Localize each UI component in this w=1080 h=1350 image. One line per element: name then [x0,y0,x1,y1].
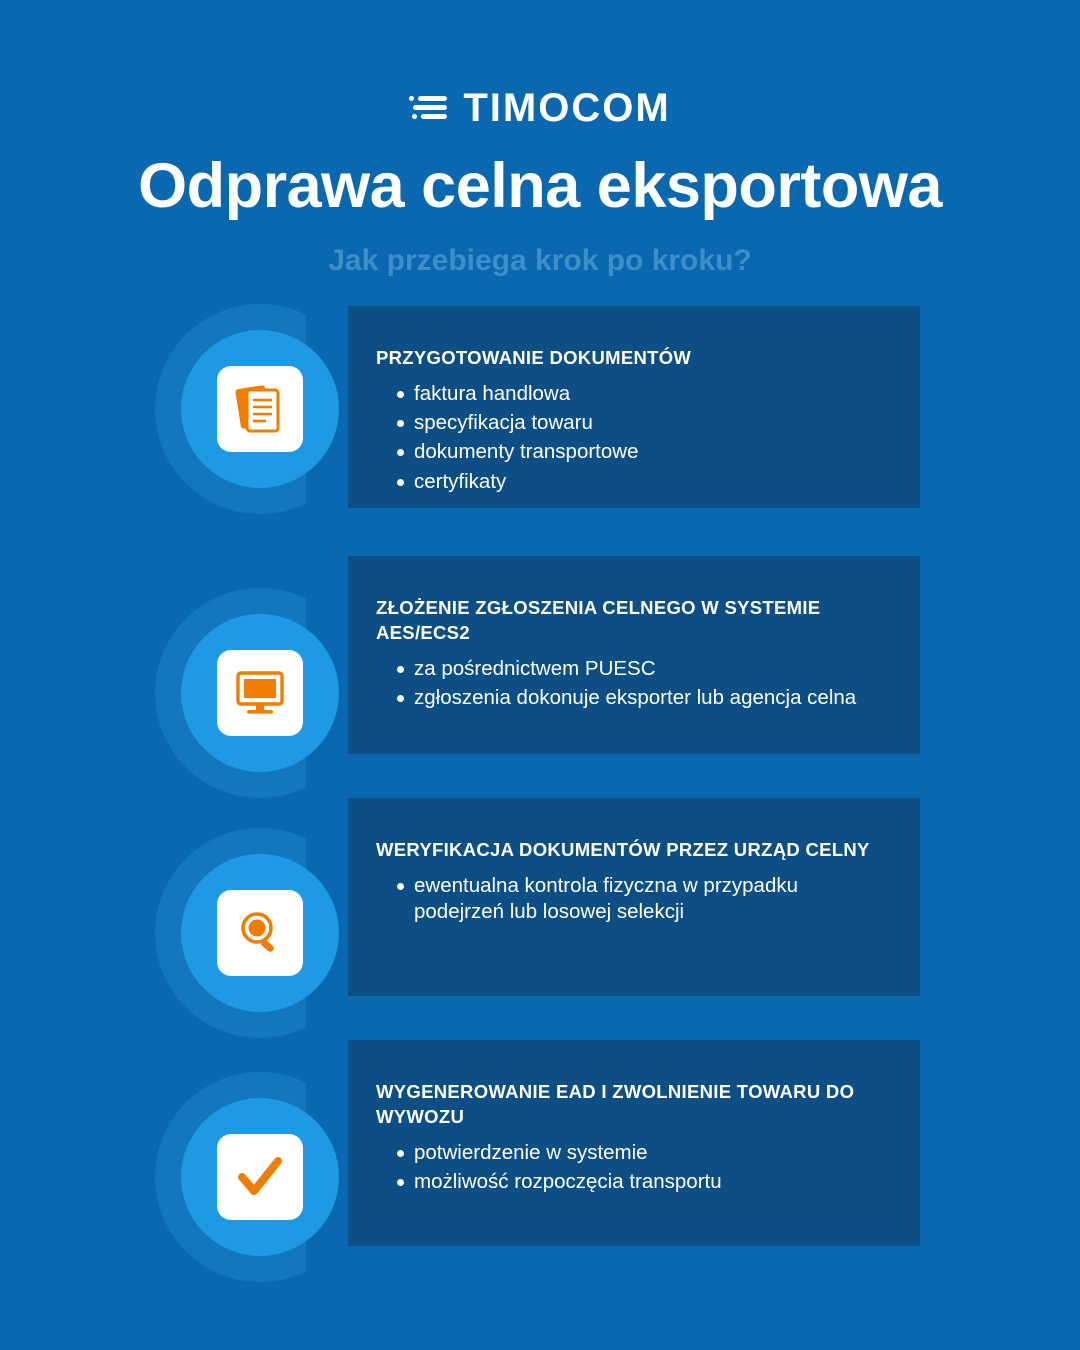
brand-name: TIMOCOM [463,86,671,130]
list-item: ewentualna kontrola fizyczna w przypadku podejrzeń lub losowej selekcji [414,873,892,925]
step-2 [0,556,1080,798]
list-item: potwierdzenie w systemie [414,1140,892,1166]
timocom-lines-logo-icon [409,94,447,124]
step-1-items [376,381,892,495]
step-2-heading: ZŁOŻENIE ZGŁOSZENIA CELNEGO W SYSTEMIE AES/ECS2 [376,597,821,643]
step-4-circle [181,1098,339,1256]
step-3-items [376,873,892,925]
page-title: Odprawa celna eksportowa [138,151,942,221]
step-2-badge [155,588,365,798]
page-subtitle: Jak przebiega krok po kroku? [328,244,752,277]
step-4-badge [155,1072,365,1282]
magnifying-glass-icon [217,890,303,976]
checkmark-icon [217,1134,303,1220]
list-item: za pośrednictwem PUESC [414,656,892,682]
list-item: specyfikacja towaru [414,410,892,436]
step-3-badge [155,828,365,1038]
steps-list [0,306,1080,1282]
step-4-items [376,1140,892,1195]
step-3 [0,798,1080,1040]
step-4-card [348,1040,920,1246]
list-item: zgłoszenia dokonuje eksporter lub agencja celna [414,685,892,711]
list-item: dokumenty transportowe [414,439,892,465]
list-item: faktura handlowa [414,381,892,407]
step-1 [0,306,1080,556]
step-1-card [348,306,920,508]
step-2-card [348,556,920,754]
step-4 [0,1040,1080,1282]
list-item: certyfikaty [414,469,892,495]
step-2-items [376,656,892,711]
list-item: możliwość rozpoczęcia transportu [414,1169,892,1195]
computer-monitor-icon [217,650,303,736]
step-3-card [348,798,920,996]
step-2-circle [181,614,339,772]
step-3-circle [181,854,339,1012]
step-1-heading: PRZYGOTOWANIE DOKUMENTÓW [376,347,692,368]
step-3-heading: WERYFIKACJA DOKUMENTÓW PRZEZ URZĄD CELNY [376,839,870,860]
documents-icon [217,366,303,452]
step-1-circle [181,330,339,488]
step-1-badge [155,304,365,514]
brand-logo [0,86,1080,131]
step-4-heading: WYGENEROWANIE EAD I ZWOLNIENIE TOWARU DO WYWOZU [376,1081,855,1127]
